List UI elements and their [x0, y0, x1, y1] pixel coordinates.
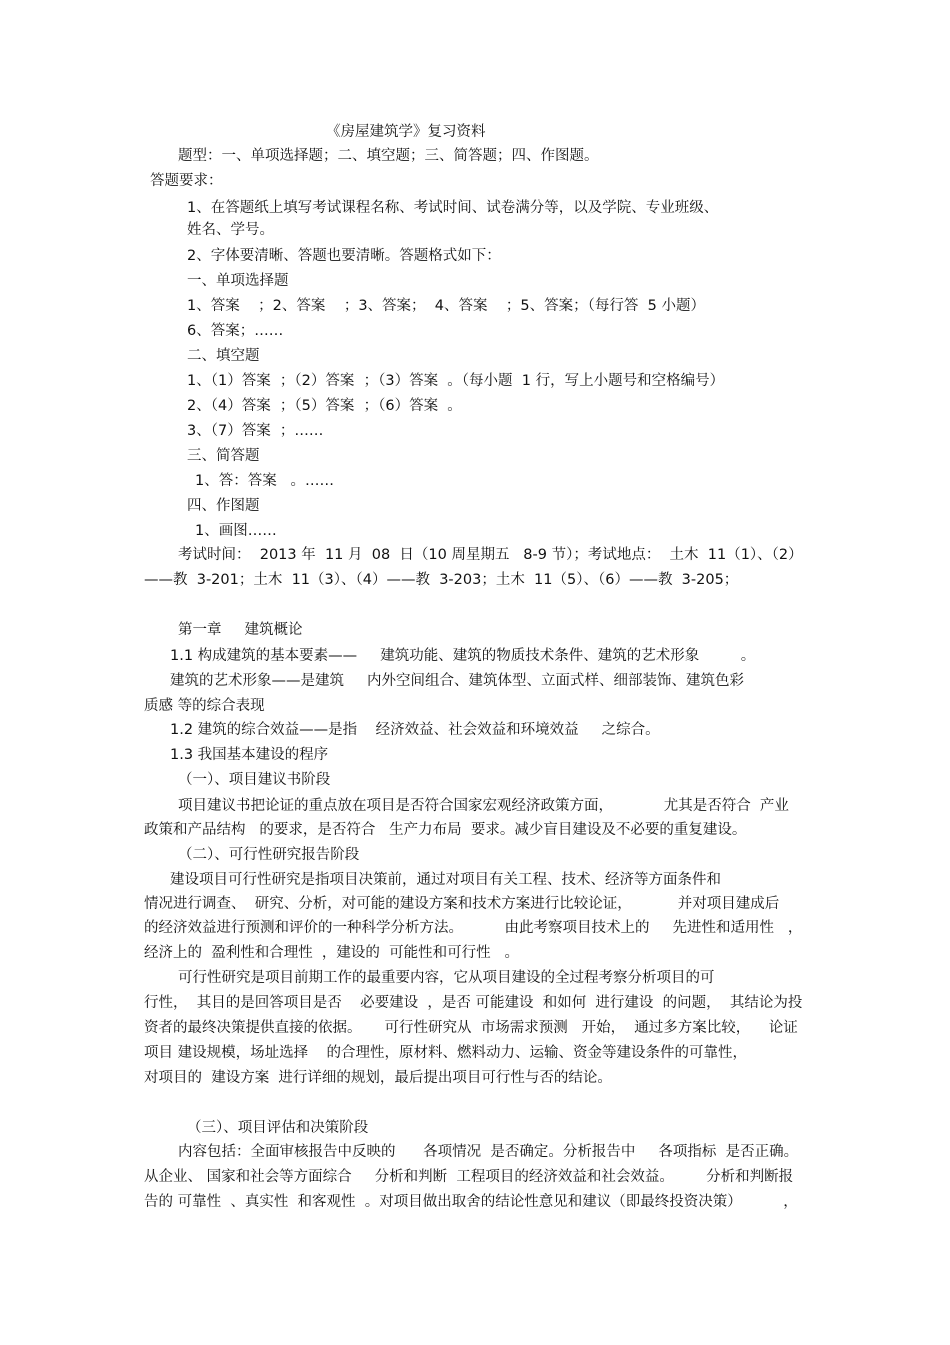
- paragraph-line: 行性， 其目的是回答项目是否 必要建设 ，是否 可能建设 和如何 进行建设 的问题， 其结论为投: [144, 995, 803, 1011]
- paragraph-line: 从企业、 国家和社会等方面综合 分析和判断 工程项目的经济效益和社会效益。 分析和判断报: [144, 1169, 794, 1185]
- answer-requirements-heading: 答题要求：: [150, 173, 223, 189]
- format-section-3: 三、简答题: [187, 448, 260, 464]
- exam-info-cont: ——教 3-201；土木 11（3）、（4）——教 3-203；土木 11（5）、（6）——教 3-205；: [144, 572, 739, 588]
- format-section-2: 二、填空题: [187, 348, 260, 364]
- format-line: 1、画图……: [195, 523, 277, 539]
- doc-title: 《房屋建筑学》复习资料: [326, 124, 486, 140]
- question-types: 题型：一、单项选择题；二、填空题；三、简答题；四、作图题。: [178, 148, 599, 164]
- paragraph-line: 的经济效益进行预测和评价的一种科学分析方法。 由此考察项目技术上的 先进性和适用性 ，: [144, 920, 803, 936]
- requirement-1: 1、在答题纸上填写考试课程名称、考试时间、试卷满分等，以及学院、专业班级、: [187, 200, 719, 216]
- format-line: 1、答：答案 。……: [195, 473, 335, 489]
- paragraph-line: 资者的最终决策提供直接的依据。 可行性研究从 市场需求预测 开始， 通过多方案比较， 论证: [144, 1020, 798, 1036]
- paragraph-line: 项目 建设规模，场址选择 的合理性，原材料、燃料动力、运输、资金等建设条件的可靠性，: [144, 1045, 748, 1061]
- format-line: 3、（7）答案 ；……: [187, 423, 324, 439]
- section-heading: 1.3 我国基本建设的程序: [170, 747, 329, 763]
- format-line: 6、答案；……: [187, 323, 284, 339]
- paragraph-line: 建筑的艺术形象——是建筑 内外空间组合、建筑体型、立面式样、细部装饰、建筑色彩: [170, 673, 745, 689]
- subsection-heading: （三）、项目评估和决策阶段: [187, 1120, 369, 1136]
- requirement-1-cont: 姓名、学号。: [187, 222, 274, 238]
- subsection-heading: （一）、项目建议书阶段: [178, 772, 331, 788]
- format-section-1: 一、单项选择题: [187, 273, 289, 289]
- paragraph-line: 经济上的 盈利性和合理性 ，建设的 可能性和可行性 。: [144, 945, 519, 961]
- paragraph-line: 质感 等的综合表现: [144, 698, 265, 714]
- paragraph-line: 1.1 构成建筑的基本要素—— 建筑功能、建筑的物质技术条件、建筑的艺术形象 。: [170, 648, 756, 664]
- format-line: 1、（1）答案 ；（2）答案 ；（3）答案 。（每小题 1 行，写上小题号和空格编号）: [187, 373, 725, 389]
- format-line: 2、（4）答案 ；（5）答案 ；（6）答案 。: [187, 398, 462, 414]
- paragraph-line: 可行性研究是项目前期工作的最重要内容，它从项目建设的全过程考察分析项目的可: [178, 970, 715, 986]
- paragraph-line: 项目建议书把论证的重点放在项目是否符合国家宏观经济政策方面， 尤其是否符合 产业: [178, 798, 789, 814]
- paragraph-line: 内容包括：全面审核报告中反映的 各项情况 是否确定。分析报告中 各项指标 是否正确。: [178, 1144, 799, 1160]
- paragraph-line: 告的 可靠性 、真实性 和客观性 。对项目做出取舍的结论性意见和建议（即最终投资决策） ，: [144, 1194, 798, 1210]
- requirement-2: 2、字体要清晰、答题也要清晰。答题格式如下：: [187, 248, 501, 264]
- paragraph-line: 1.2 建筑的综合效益——是指 经济效益、社会效益和环境效益 之综合。: [170, 722, 660, 738]
- paragraph-line: 对项目的 建设方案 进行详细的规划，最后提出项目可行性与否的结论。: [144, 1070, 612, 1086]
- format-line: 1、答案 ；2、答案 ；3、答案； 4、答案 ；5、答案；（每行答 5 小题）: [187, 298, 705, 314]
- paragraph-line: 情况进行调查、 研究、分析，对可能的建设方案和技术方案进行比较论证， 并对项目建成后: [144, 896, 780, 912]
- exam-info: 考试时间： 2013 年 11 月 08 日（10 周星期五 8-9 节）；考试地点： 土木 11（1）、（2）: [178, 547, 803, 563]
- subsection-heading: （二）、可行性研究报告阶段: [178, 847, 360, 863]
- paragraph-line: 建设项目可行性研究是指项目决策前，通过对项目有关工程、技术、经济等方面条件和: [170, 872, 721, 888]
- format-section-4: 四、作图题: [187, 498, 260, 514]
- chapter-heading: 第一章 建筑概论: [178, 622, 303, 638]
- paragraph-line: 政策和产品结构 的要求，是否符合 生产力布局 要求。减少盲目建设及不必要的重复建设。: [144, 822, 747, 838]
